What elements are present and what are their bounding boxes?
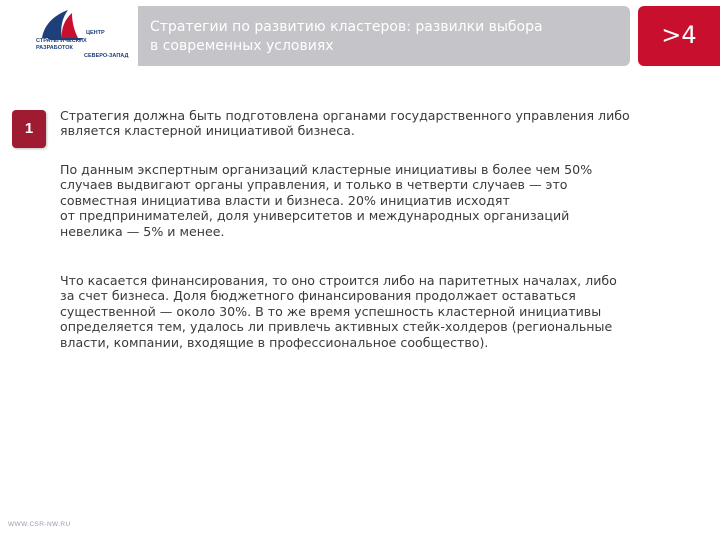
paragraph-1: [60, 108, 700, 139]
paragraph-line: Что касается финансирования, то оно строится либо на паритетных началах, либо: [60, 273, 617, 288]
paragraph-line: совместная инициатива власти и бизнеса. 20% инициатив исходят: [60, 192, 510, 208]
logo-line-3: РАЗРАБОТОК: [36, 45, 73, 51]
slide-title-line-2: в современных условиях: [150, 38, 334, 54]
paragraph-line: случаев выдвигают органы управления, и только в четверти случаев — это: [60, 177, 568, 193]
logo-line-2: СТРАТЕГИЧЕСКИХ: [36, 38, 87, 44]
page-number: >4: [661, 21, 697, 49]
paragraph-line: невелика — 5% и менее.: [60, 223, 225, 239]
paragraph-3: [60, 273, 700, 350]
slide-title-line-1: Стратегии по развитию кластеров: развилки выбора: [150, 19, 543, 35]
logo: [0, 0, 138, 66]
paragraph-line: По данным экспертным организаций кластерные инициативы в более чем 50%: [60, 162, 593, 177]
paragraph-line: от предпринимателей, доля университетов и международных организаций: [60, 208, 570, 224]
footer-url[interactable]: WWW.CSR-NW.RU: [8, 521, 71, 528]
paragraph-line: является кластерной инициативой бизнеса.: [60, 123, 355, 139]
page-number-box: [638, 6, 720, 66]
section-number-badge: [12, 110, 46, 148]
paragraph-2: [60, 162, 700, 239]
paragraph-line: определяется тем, удалось ли привлечь активных стейк-холдеров (региональные: [60, 319, 613, 335]
paragraph-line: власти, компании, входящие в профессиональное сообщество).: [60, 334, 489, 350]
title-bar: [138, 6, 630, 66]
paragraph-line: существенной — около 30%. В то же время успешность кластерной инициативы: [60, 303, 602, 319]
section-number: 1: [24, 120, 34, 137]
logo-line-1: ЦЕНТР: [86, 30, 105, 36]
paragraph-line: Стратегия должна быть подготовлена органами государственного управления либо: [60, 108, 630, 123]
logo-line-4: СЕВЕРО-ЗАПАД: [84, 53, 129, 59]
slide-title: [150, 18, 610, 56]
paragraph-line: за счет бизнеса. Доля бюджетного финансирования продолжает оставаться: [60, 288, 576, 304]
